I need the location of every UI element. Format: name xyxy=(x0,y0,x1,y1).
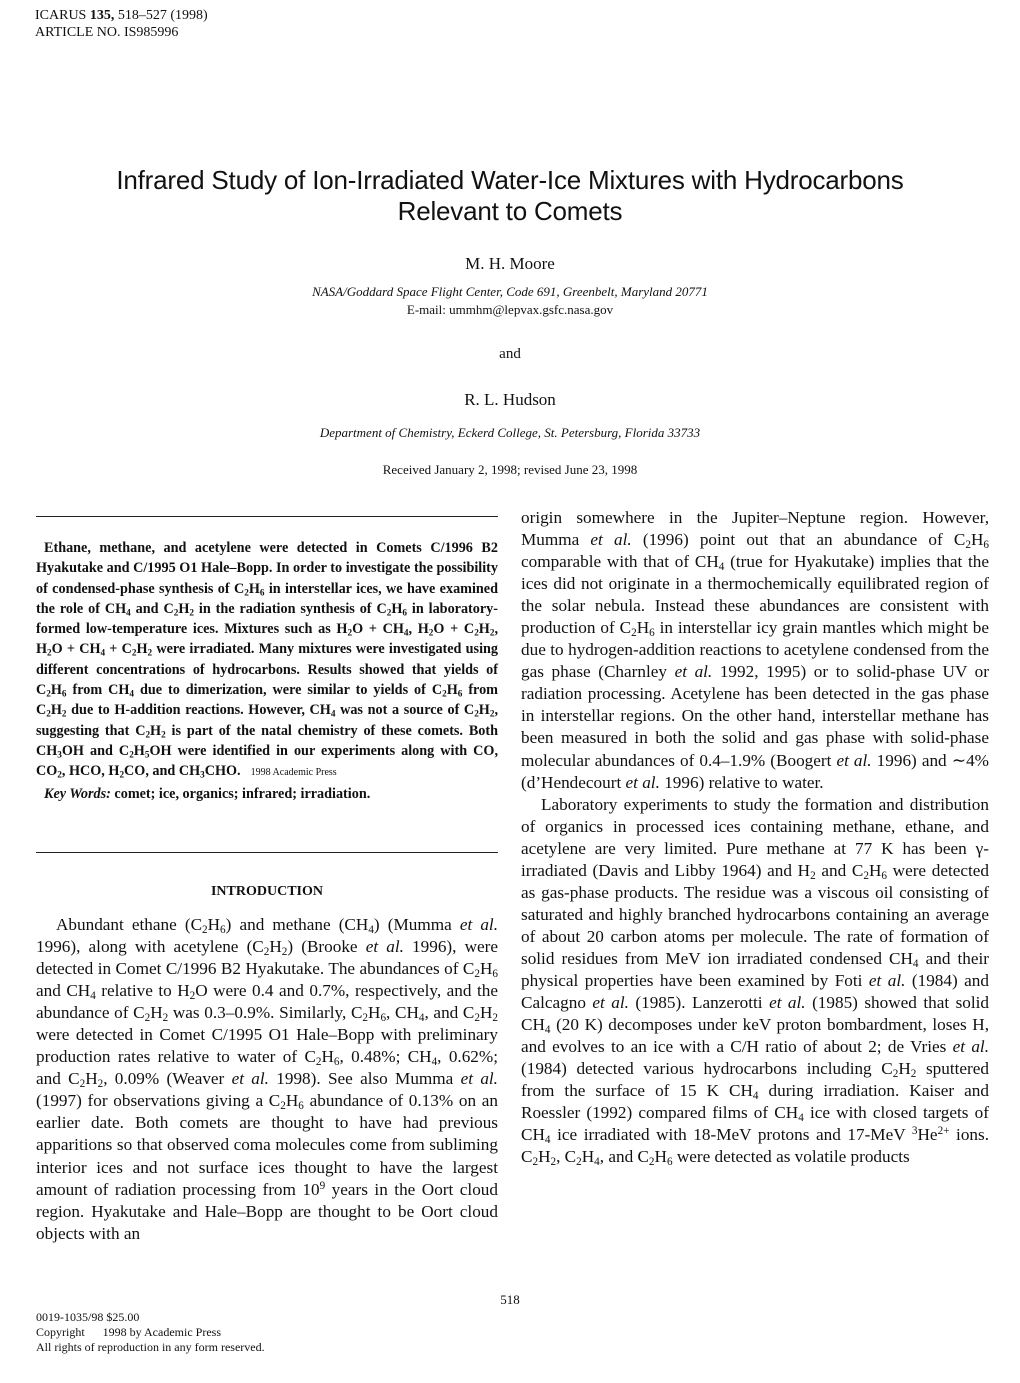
introduction-paragraph-1-continued: origin somewhere in the Jupiter–Neptune region. However, Mumma et al. (1996) point out that an abundance of $C_2H_6$ comparable with that of $CH_4$ (true for Hyakutake) implies that the ices did not originate in a thermochemically equilibrated region of the solar nebula. Instead these abundances are consistent with production of $C_2H_6$ in interstellar icy grain mantles which might be due to hydrogen-addition reactions to acetylene condensed from the gas phase (Charnley et al. 1992, 1995) or to solid-phase UV or radiation processing. Acetylene has been detected in the gas phase in interstellar regions. On the other hand, interstellar methane has been measured in both the solid and gas phase with solid-phase molecular abundances of 0.4–1.9% (Boogert et al. 1996) and ∼4% (d’Hendecourt et al. 1996) relative to water. xyxy=(521,508,990,792)
keywords xyxy=(36,784,498,804)
author-affiliation-2: Department of Chemistry, Eckerd College, St. Petersburg, Florida 33733 xyxy=(319,425,701,440)
introduction-paragraph-2: Laboratory experiments to study the formation and distribution of organics in processed ices containing methane, ethane, and acetylene are very limited. Pure methane at 77 K has been γ-irradiated (Davis and Libby 1964) and $H_2$ and $C_2H_6$ were detected as gas-phase products. The residue was a viscous oil consisting of saturated and highly branched hydrocarbons containing an average of about 20 carbon atoms per molecule. The rate of formation of solid residues from MeV ion irradiated condensed $CH_4$ and their physical properties have been examined by Foti et al. (1984) and Calcagno et al. (1985). Lanzerotti et al. (1985) showed that solid $CH_4$ (20 K) decomposes under keV proton bombardment, loses H, and evolves to an ice with a C/H ratio of about 2; de Vries et al. (1984) detected various hydrocarbons including $C_2H_2$ sputtered from the surface of 15 K $CH_4$ during irradiation. Kaiser and Roessler (1992) compared films of $CH_4$ ice with closed targets of $CH_4$ ice irradiated with 18-MeV protons and 17-MeV $^3He^{2+}$ ions. $C_2H_2$, $C_2H_4$, and $C_2H_6$ were detected as volatile products xyxy=(521,794,989,1169)
received-dates: Received January 2, 1998; revised June 23, 1998 xyxy=(382,462,638,477)
abstract-copyright: 1998 Academic Press xyxy=(250,767,337,779)
rights-statement: All rights of reproduction in any form reserved. xyxy=(36,1340,265,1354)
journal-citation xyxy=(35,7,208,41)
introduction-right-column xyxy=(521,507,989,1168)
abstract-bottom-rule xyxy=(36,852,498,853)
and-separator: and xyxy=(499,346,521,362)
title-line-1: Infrared Study of Ion-Irradiated Water-Ice Mixtures with Hydrocarbons xyxy=(116,165,904,195)
abstract-text: Ethane, methane, and acetylene were detected in Comets C/1996 B2 Hyakutake and C/1995 O1 Hale–Bopp. In order to investigate the possibility of condensed-phase synthesis of $C_2H_6$ in interstellar ices, we have examined the role of $CH_4$ and $C_2H_2$ in the radiation synthesis of $C_2H_6$ in laboratory-formed low-temperature ices. Mixtures such as $H_2O + CH_4$, $H_2O + C_2H_2$, $H_2O + CH_4 + C_2H_2$ were irradiated. Many mixtures were investigated using different concentrations of hydrocarbons. Results showed that yields of $C_2H_6$ from $CH_4$ due to dimerization, were similar to yields of $C_2H_6$ from $C_2H_2$ due to H-addition reactions. However, $CH_4$ was not a source of $C_2H_2$, suggesting that $C_2H_2$ is part of the natal chemistry of these comets. Both $CH_3OH$ and $C_2H_5OH$ were identified in our experiments along with CO, $CO_2$, HCO, $H_2CO$, and $CH_3CHO$. xyxy=(36,540,498,780)
abstract xyxy=(36,538,498,804)
copyright-footer xyxy=(36,1310,265,1355)
author-name-1: M. H. Moore xyxy=(465,254,555,273)
page-number: 518 xyxy=(500,1292,520,1307)
copyright-label: Copyright xyxy=(36,1325,85,1339)
author-affiliation-1: NASA/Goddard Space Flight Center, Code 691, Greenbelt, Maryland 20771 xyxy=(312,284,708,299)
journal-pages: 518–527 (1998) xyxy=(117,8,208,23)
author-name-2: R. L. Hudson xyxy=(464,390,556,409)
introduction-paragraph-1: Abundant ethane $(C_2H_6)$ and methane $(CH_4)$ (Mumma et al. 1996), along with acetylene $(C_2H_2)$ (Brooke et al. 1996), were detected in Comet C/1996 B2 Hyakutake. The abundances of $C_2H_6$ and $CH_4$ relative to $H_2O$ were 0.4 and 0.7%, respectively, and the abundance of $C_2H_2$ was 0.3–0.9%. Similarly, $C_2H_6$, $CH_4$, and $C_2H_2$ were detected in Comet C/1995 O1 Hale–Bopp with preliminary production rates relative to water of $C_2H_6$, 0.48%; $CH_4$, 0.62%; and $C_2H_2$, 0.09% (Weaver et al. 1998). See also Mumma et al. (1997) for observations giving a $C_2H_6$ abundance of 0.13% on an earlier date. Both comets are thought to have had previous apparitions so that observed coma molecules come from subliming interior ices and not surface ices thought to have the largest amount of radiation processing from $10^9$ years in the Oort cloud region. Hyakutake and Hale–Bopp are thought to be Oort cloud objects with an xyxy=(36,915,499,1243)
journal-volume: 135, xyxy=(89,8,115,23)
issn-price: 0019-1035/98 $25.00 xyxy=(36,1310,140,1324)
keywords-text: comet; ice, organics; infrared; irradiation. xyxy=(114,785,371,802)
paper-title xyxy=(0,165,1020,227)
article-label: ARTICLE NO. xyxy=(35,25,121,40)
keywords-label: Key Words: xyxy=(44,785,111,802)
journal-name: ICARUS xyxy=(35,8,87,23)
section-heading-introduction: INTRODUCTION xyxy=(210,884,323,899)
abstract-top-rule xyxy=(36,516,498,517)
title-line-2: Relevant to Comets xyxy=(397,196,623,226)
introduction-left-column xyxy=(36,914,498,1245)
author-email-1: E-mail: ummhm@lepvax.gsfc.nasa.gov xyxy=(406,302,614,317)
copyright-text: 1998 by Academic Press xyxy=(102,1325,221,1339)
article-number: IS985996 xyxy=(123,25,179,40)
